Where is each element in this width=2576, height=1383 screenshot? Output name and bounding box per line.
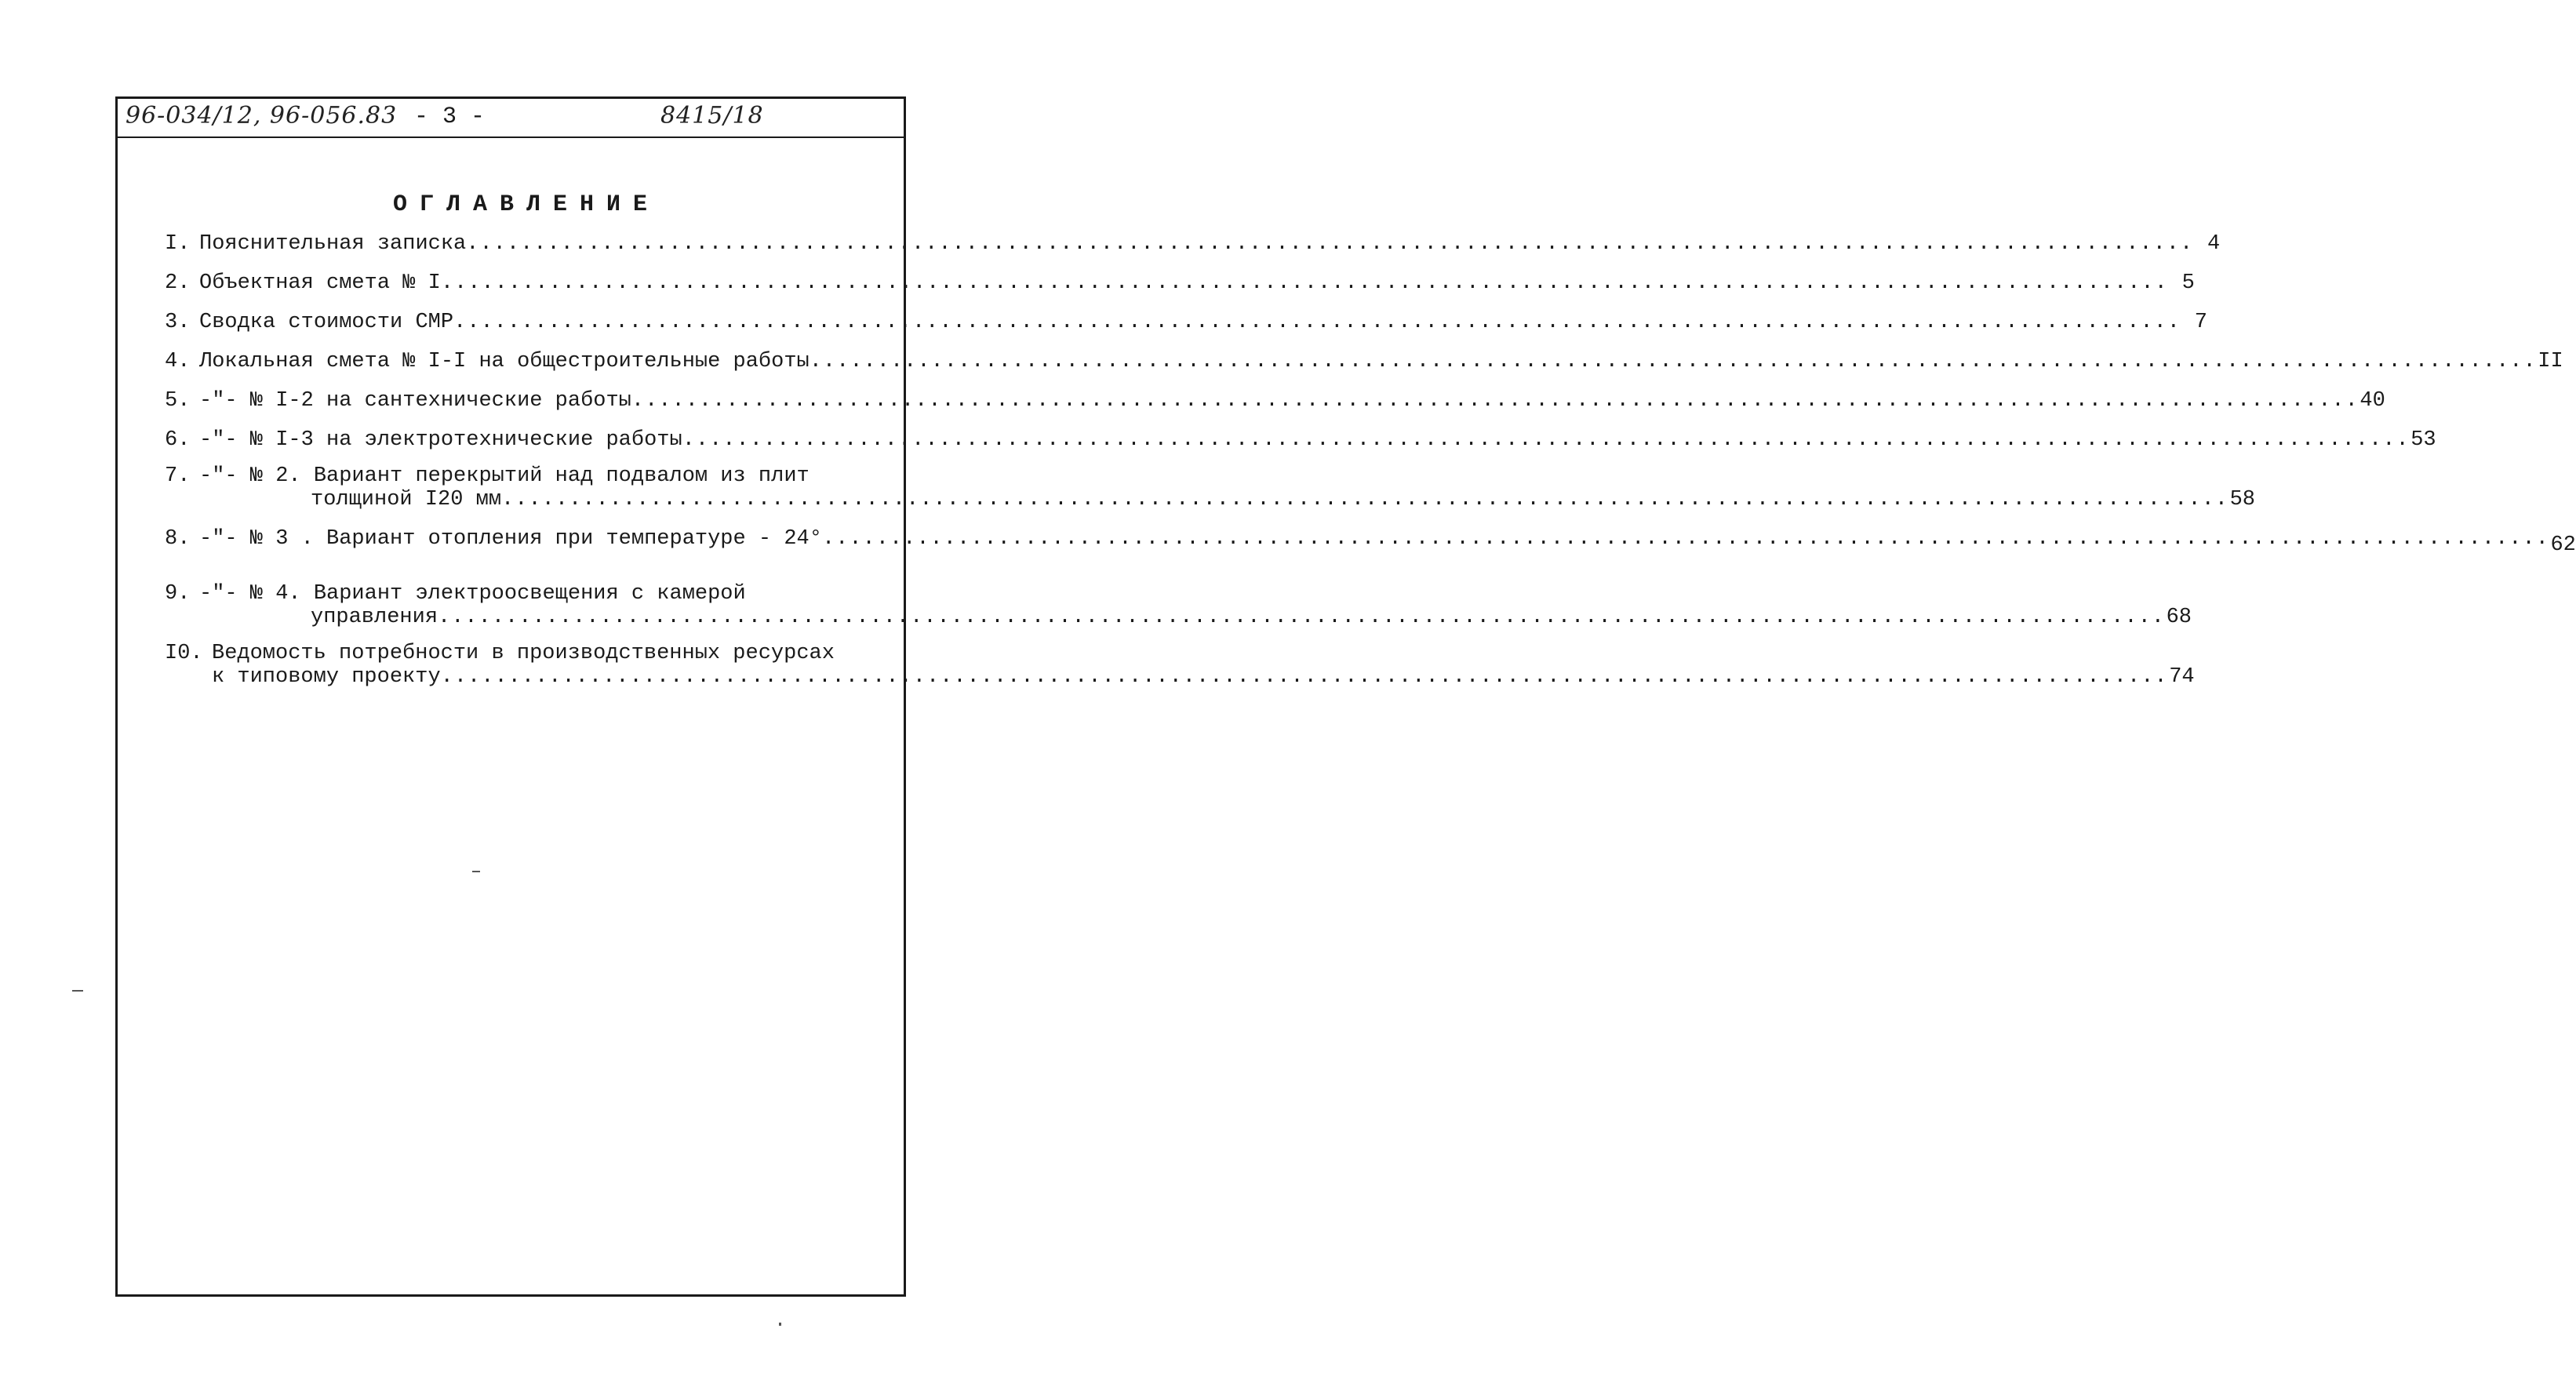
toc-item-page: 68	[2166, 606, 2192, 629]
toc-item-number: 5.	[165, 389, 191, 413]
toc-item	[165, 582, 2192, 629]
toc-item-page: 62	[2550, 533, 2576, 557]
toc-item-number: 2.	[165, 271, 191, 295]
toc-item	[165, 428, 2436, 452]
toc-item-title: -"- № 4. Вариант электроосвещения с камерой	[199, 582, 746, 606]
handwritten-archive-number: 8415/18	[660, 102, 764, 129]
toc-item-page: 4	[2207, 232, 2221, 256]
dot-leader	[438, 606, 2165, 629]
dot-leader	[810, 350, 2537, 373]
header-divider	[118, 136, 904, 138]
toc-item-page: 74	[2169, 665, 2195, 689]
toc-item	[165, 642, 2195, 689]
toc-item-title: -"- № 2. Вариант перекрытий над подвалом из плит	[199, 464, 810, 488]
toc-item-page: 5	[2181, 271, 2195, 295]
toc-item-number: 3.	[165, 311, 191, 334]
scan-speck	[779, 1323, 781, 1326]
toc-item	[165, 527, 2576, 557]
dot-leader	[453, 311, 2181, 334]
dot-leader	[501, 488, 2229, 511]
toc-item	[165, 232, 2221, 256]
page-frame	[115, 96, 2576, 1297]
dot-leader	[441, 271, 2168, 295]
scan-speck	[472, 871, 480, 872]
dot-leader	[631, 389, 2359, 413]
toc-item-number: I0.	[165, 642, 203, 665]
toc-item-page: 53	[2410, 428, 2436, 452]
toc-item	[165, 311, 2207, 334]
toc-item-title: -"- № I-3 на электротехнические работы	[199, 428, 682, 452]
scan-speck	[72, 990, 83, 992]
toc-item-title-continued: к типовому проекту	[212, 665, 441, 689]
toc-item-title: Пояснительная записка	[199, 232, 467, 256]
dot-leader	[682, 428, 2410, 452]
toc-item-number: 6.	[165, 428, 191, 452]
table-of-contents	[165, 232, 2576, 689]
toc-item	[165, 350, 2563, 373]
toc-item	[165, 389, 2385, 413]
toc-item-title-continued: толщиной I20 мм	[311, 488, 502, 511]
toc-item-title: Сводка стоимости СМР	[199, 311, 454, 334]
toc-item-title-continued: управления	[311, 606, 438, 629]
toc-item-page: 40	[2360, 389, 2385, 413]
handwritten-document-codes: 96-034/12, 96-056.83	[126, 102, 398, 129]
toc-item-title: -"- № I-2 на сантехнические работы	[199, 389, 631, 413]
dot-leader	[466, 232, 2193, 256]
toc-item-title: Локальная смета № I-I на общестроительные работы	[199, 350, 810, 373]
toc-item-page: 7	[2194, 311, 2207, 334]
dot-leader	[441, 665, 2168, 689]
toc-item-number: I.	[165, 232, 191, 256]
toc-item	[165, 464, 2255, 511]
toc-item	[165, 271, 2195, 295]
toc-item-page: 58	[2229, 488, 2255, 511]
dot-leader	[822, 527, 2549, 551]
toc-item-title: Объектная смета № I	[199, 271, 441, 295]
toc-item-number: 4.	[165, 350, 191, 373]
page-number: - 3 -	[414, 104, 486, 130]
toc-item-number: 8.	[165, 527, 191, 551]
toc-item-title: Ведомость потребности в производственных ресурсах	[212, 642, 835, 665]
toc-item-number: 7.	[165, 464, 191, 488]
toc-item-title: -"- № 3 . Вариант отопления при температуре - 24°	[199, 527, 822, 551]
page-title: ОГЛАВЛЕНИЕ	[392, 191, 660, 218]
toc-item-number: 9.	[165, 582, 191, 606]
toc-item-page: II	[2538, 350, 2563, 373]
